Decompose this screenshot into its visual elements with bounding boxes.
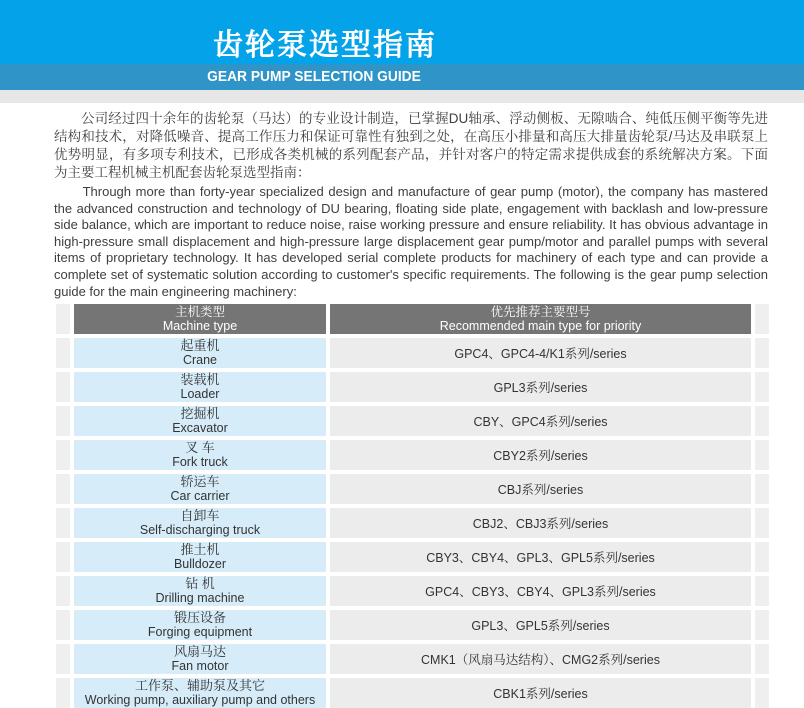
row-left-spacer: [56, 610, 70, 640]
table-header-recommended-models-zh: 优先推荐主要型号: [490, 304, 591, 319]
page-title: 齿轮泵选型指南: [213, 29, 437, 62]
machine-name-en: Excavator: [172, 421, 228, 436]
table-header-recommended-models: [330, 304, 751, 334]
machine-name-en: Self-discharging truck: [139, 523, 261, 538]
row-right-spacer: [755, 576, 769, 606]
row-right-spacer: [755, 542, 769, 572]
machine-name-en: Fork truck: [172, 455, 228, 470]
row-right-spacer: [755, 440, 769, 470]
page-subtitle: GEAR PUMP SELECTION GUIDE: [207, 68, 421, 85]
machine-name-zh: 叉 车: [185, 439, 215, 455]
models-cell: CMK1（风扇马达结构）、CMG2系列/series: [330, 644, 751, 674]
row-left-spacer: [56, 542, 70, 572]
machine-cell: [74, 338, 326, 368]
models-cell: GPC4、CBY3、CBY4、GPL3系列/series: [330, 576, 751, 606]
machine-name-en: Car carrier: [170, 489, 230, 504]
row-right-spacer: [755, 610, 769, 640]
intro-paragraph-zh: 公司经过四十余年的齿轮泵（马达）的专业设计制造，已掌握DU轴承、浮动侧板、无隙啮合、纯低压侧平衡等先进结构和技术，对降低噪音、提高工作压力和保证可靠性有独到之处，在高压小排量和高压大排量齿轮泵/马达及串联泵上优势明显，有多项专利技术，已形成各类机械的系列配套产品，并针对客户的特定需求提供成套的系统解决方案。下面为主要工程机械主机配套齿轮泵选型指南：: [54, 111, 768, 180]
machine-name-en: Loader: [180, 387, 220, 402]
row-left-spacer: [56, 406, 70, 436]
table-header-machine-type: [74, 304, 326, 334]
page-content: [0, 103, 804, 708]
row-left-spacer: [56, 508, 70, 538]
machine-name-en: Bulldozer: [173, 557, 227, 572]
machine-name-zh: 挖掘机: [180, 405, 220, 421]
machine-name-zh: 自卸车: [180, 507, 220, 523]
machine-cell: [74, 406, 326, 436]
table-header-left-spacer: [56, 304, 70, 334]
machine-name-zh: 起重机: [180, 337, 220, 353]
models-cell: GPL3系列/series: [330, 372, 751, 402]
machine-cell: [74, 610, 326, 640]
machine-name-en: Drilling machine: [155, 591, 245, 606]
header-divider-strip: [0, 90, 804, 103]
machine-name-zh: 工作泵、辅助泵及其它: [134, 677, 265, 693]
models-cell: CBY、GPC4系列/series: [330, 406, 751, 436]
table-header-right-spacer: [755, 304, 769, 334]
row-left-spacer: [56, 372, 70, 402]
machine-cell: [74, 678, 326, 708]
row-left-spacer: [56, 338, 70, 368]
row-left-spacer: [56, 678, 70, 708]
models-cell: GPC4、GPC4-4/K1系列/series: [330, 338, 751, 368]
header-subtitle-band: [0, 64, 804, 90]
machine-cell: [74, 508, 326, 538]
header-banner: [0, 0, 804, 64]
table-header-machine-type-zh: 主机类型: [174, 304, 225, 319]
machine-name-zh: 轿运车: [180, 473, 220, 489]
machine-name-zh: 锻压设备: [173, 609, 226, 625]
row-right-spacer: [755, 678, 769, 708]
models-cell: CBJ系列/series: [330, 474, 751, 504]
machine-name-en: Working pump, auxiliary pump and others: [84, 693, 316, 708]
table-header-machine-type-en: Machine type: [162, 319, 238, 334]
machine-name-en: Fan motor: [171, 659, 229, 674]
pump-selection-table: [56, 304, 768, 708]
models-cell: CBY2系列/series: [330, 440, 751, 470]
machine-name-zh: 钻 机: [185, 575, 215, 591]
table-header-recommended-models-en: Recommended main type for priority: [439, 319, 642, 334]
machine-cell: [74, 576, 326, 606]
row-right-spacer: [755, 406, 769, 436]
row-left-spacer: [56, 440, 70, 470]
models-cell: CBK1系列/series: [330, 678, 751, 708]
row-right-spacer: [755, 508, 769, 538]
models-cell: CBY3、CBY4、GPL3、GPL5系列/series: [330, 542, 751, 572]
machine-name-en: Forging equipment: [147, 625, 253, 640]
row-right-spacer: [755, 372, 769, 402]
intro-paragraph-en: Through more than forty-year specialized design and manufacture of gear pump (motor), the company has mastered the advanced construction and technology of DU bearing, floating side plate, engagement with backlash and low-pressure side balance, which are important to reduce noise, raise working pressure and ensure reliability. It has obvious advantage in high-pressure small displacement and high-pressure large displacement gear pump/motor and parallel pumps with several items of proprietary technology. It has developed serial complete products for machinery of each type and can provide a complete set of systematic solution according to customer's specific requirements. The following is the gear pump selection guide for the main engineering machinery:: [54, 184, 768, 299]
machine-name-zh: 风扇马达: [173, 643, 226, 659]
row-left-spacer: [56, 474, 70, 504]
row-right-spacer: [755, 338, 769, 368]
machine-name-zh: 推土机: [180, 541, 220, 557]
machine-name-en: Crane: [182, 353, 218, 368]
models-cell: GPL3、GPL5系列/series: [330, 610, 751, 640]
machine-cell: [74, 542, 326, 572]
machine-cell: [74, 372, 326, 402]
row-right-spacer: [755, 474, 769, 504]
machine-name-zh: 装载机: [180, 371, 220, 387]
models-cell: CBJ2、CBJ3系列/series: [330, 508, 751, 538]
row-left-spacer: [56, 576, 70, 606]
machine-cell: [74, 474, 326, 504]
machine-cell: [74, 440, 326, 470]
